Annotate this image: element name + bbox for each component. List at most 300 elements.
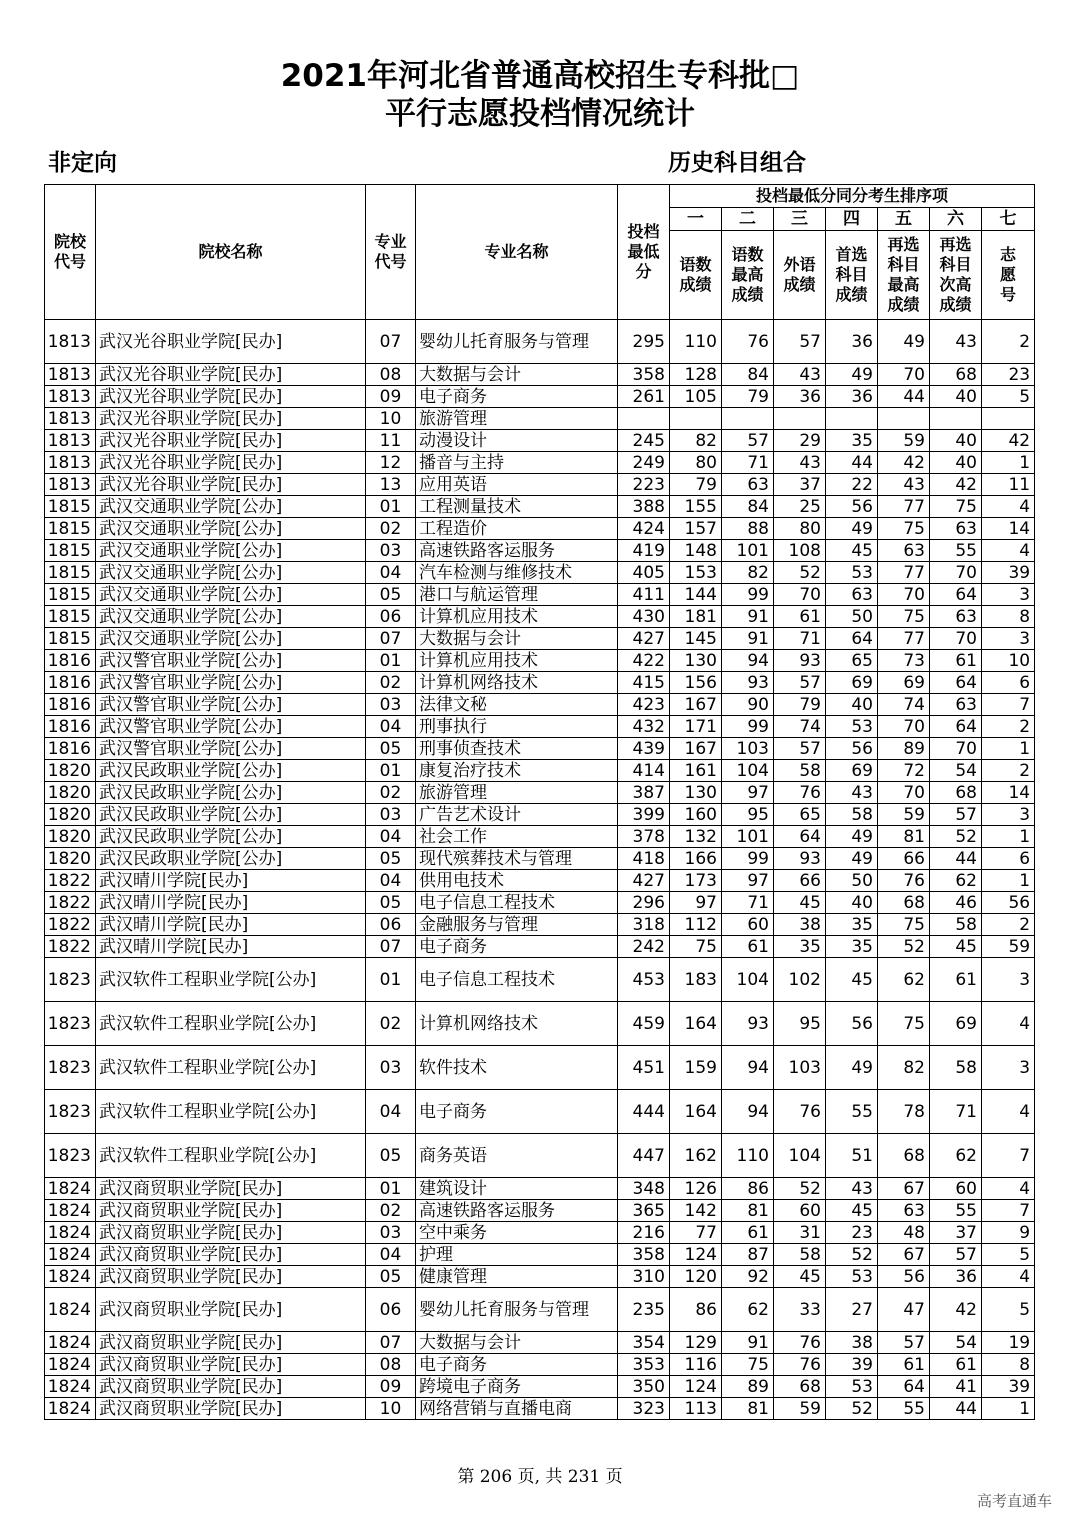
header-criterion-text: 语数成绩 (679, 255, 712, 294)
cell-major-code: 05 (366, 738, 416, 760)
cell-elective-second: 54 (930, 1332, 982, 1354)
header-criterion-text: 外语成绩 (783, 255, 816, 294)
cell-major-code: 02 (366, 1002, 416, 1046)
cell-elective-highest: 77 (878, 562, 930, 584)
cell-elective-second: 40 (930, 452, 982, 474)
cell-major-name: 高速铁路客运服务 (416, 1200, 618, 1222)
cell-chinese-math-score: 160 (670, 804, 722, 826)
cell-chinese-math-max: 97 (722, 870, 774, 892)
table-row (45, 1354, 1035, 1376)
cell-school-name: 武汉光谷职业学院[民办] (96, 386, 366, 408)
cell-preference-number: 7 (982, 694, 1035, 716)
cell-school-name: 武汉晴川学院[民办] (96, 936, 366, 958)
cell-school-name: 武汉光谷职业学院[民办] (96, 364, 366, 386)
cell-elective-second: 42 (930, 474, 982, 496)
cell-foreign-language-score: 71 (774, 628, 826, 650)
cell-major-name: 网络营销与直播电商 (416, 1398, 618, 1420)
table-row (45, 452, 1035, 474)
cell-first-subject-score: 23 (826, 1222, 878, 1244)
cell-major-name: 计算机网络技术 (416, 672, 618, 694)
cell-first-subject-score (826, 408, 878, 430)
cell-elective-highest: 77 (878, 496, 930, 518)
cell-elective-highest: 63 (878, 1200, 930, 1222)
cell-foreign-language-score: 79 (774, 694, 826, 716)
cell-preference-number: 19 (982, 1332, 1035, 1354)
cell-preference-number: 2 (982, 760, 1035, 782)
cell-foreign-language-score: 104 (774, 1134, 826, 1178)
cell-major-code: 02 (366, 672, 416, 694)
cell-chinese-math-score: 129 (670, 1332, 722, 1354)
cell-elective-second: 62 (930, 1134, 982, 1178)
cell-first-subject-score: 49 (826, 848, 878, 870)
cell-first-subject-score: 22 (826, 474, 878, 496)
cell-min-score: 310 (618, 1266, 670, 1288)
cell-elective-highest: 62 (878, 958, 930, 1002)
table-row (45, 1266, 1035, 1288)
cell-foreign-language-score: 76 (774, 1332, 826, 1354)
cell-major-name: 工程造价 (416, 518, 618, 540)
header-order-1: 一 (670, 208, 722, 231)
cell-major-name: 电子信息工程技术 (416, 892, 618, 914)
cell-chinese-math-max: 94 (722, 650, 774, 672)
cell-school-name: 武汉警官职业学院[公办] (96, 694, 366, 716)
cell-chinese-math-max: 101 (722, 540, 774, 562)
cell-chinese-math-score: 181 (670, 606, 722, 628)
table-row (45, 1376, 1035, 1398)
cell-school-code: 1813 (45, 386, 96, 408)
cell-first-subject-score: 35 (826, 914, 878, 936)
cell-school-name: 武汉民政职业学院[公办] (96, 782, 366, 804)
cell-elective-highest (878, 408, 930, 430)
cell-school-code: 1815 (45, 540, 96, 562)
cell-foreign-language-score: 65 (774, 804, 826, 826)
cell-elective-highest: 47 (878, 1288, 930, 1332)
cell-school-code: 1816 (45, 650, 96, 672)
table-row (45, 496, 1035, 518)
cell-school-code: 1823 (45, 1134, 96, 1178)
table-row (45, 628, 1035, 650)
cell-elective-highest: 77 (878, 628, 930, 650)
table-row (45, 1200, 1035, 1222)
cell-min-score: 424 (618, 518, 670, 540)
cell-preference-number: 1 (982, 452, 1035, 474)
cell-preference-number: 1 (982, 826, 1035, 848)
cell-chinese-math-max: 82 (722, 562, 774, 584)
cell-foreign-language-score: 58 (774, 1244, 826, 1266)
cell-elective-second: 57 (930, 804, 982, 826)
cell-foreign-language-score: 29 (774, 430, 826, 452)
cell-min-score: 444 (618, 1090, 670, 1134)
cell-min-score: 249 (618, 452, 670, 474)
cell-school-name: 武汉民政职业学院[公办] (96, 804, 366, 826)
cell-preference-number: 2 (982, 716, 1035, 738)
header-school-code (45, 185, 96, 320)
cell-preference-number: 4 (982, 1266, 1035, 1288)
cell-elective-second: 69 (930, 1002, 982, 1046)
cell-chinese-math-score: 166 (670, 848, 722, 870)
cell-min-score: 365 (618, 1200, 670, 1222)
cell-major-code: 07 (366, 936, 416, 958)
cell-first-subject-score: 43 (826, 1178, 878, 1200)
cell-school-code: 1815 (45, 518, 96, 540)
cell-school-name: 武汉软件工程职业学院[公办] (96, 958, 366, 1002)
cell-elective-highest: 59 (878, 430, 930, 452)
cell-major-name: 播音与主持 (416, 452, 618, 474)
cell-preference-number: 6 (982, 848, 1035, 870)
cell-elective-highest: 72 (878, 760, 930, 782)
table-row (45, 694, 1035, 716)
cell-elective-second: 70 (930, 738, 982, 760)
cell-preference-number: 11 (982, 474, 1035, 496)
cell-school-name: 武汉晴川学院[民办] (96, 870, 366, 892)
cell-school-code: 1824 (45, 1288, 96, 1332)
cell-elective-second: 36 (930, 1266, 982, 1288)
header-criterion-5 (878, 231, 930, 320)
cell-major-name: 供用电技术 (416, 870, 618, 892)
cell-chinese-math-score: 161 (670, 760, 722, 782)
table-row (45, 1002, 1035, 1046)
cell-major-name: 空中乘务 (416, 1222, 618, 1244)
cell-first-subject-score: 44 (826, 452, 878, 474)
cell-preference-number: 7 (982, 1134, 1035, 1178)
cell-major-code: 03 (366, 804, 416, 826)
cell-foreign-language-score: 37 (774, 474, 826, 496)
cell-foreign-language-score: 57 (774, 320, 826, 364)
cell-min-score: 323 (618, 1398, 670, 1420)
header-major-code (366, 185, 416, 320)
cell-major-name: 汽车检测与维修技术 (416, 562, 618, 584)
page-footer: 第 206 页, 共 231 页 (457, 1467, 623, 1487)
cell-elective-highest: 75 (878, 518, 930, 540)
cell-elective-second: 55 (930, 1200, 982, 1222)
cell-elective-highest: 57 (878, 1332, 930, 1354)
cell-school-name: 武汉商贸职业学院[民办] (96, 1266, 366, 1288)
cell-chinese-math-max: 60 (722, 914, 774, 936)
cell-elective-highest: 82 (878, 1046, 930, 1090)
cell-major-code: 07 (366, 1332, 416, 1354)
cell-elective-highest: 67 (878, 1244, 930, 1266)
cell-major-code: 01 (366, 650, 416, 672)
cell-major-code: 06 (366, 606, 416, 628)
cell-foreign-language-score: 52 (774, 562, 826, 584)
cell-elective-second: 52 (930, 826, 982, 848)
cell-preference-number: 4 (982, 1090, 1035, 1134)
cell-major-code: 05 (366, 892, 416, 914)
cell-foreign-language-score: 38 (774, 914, 826, 936)
cell-elective-highest: 66 (878, 848, 930, 870)
cell-first-subject-score: 55 (826, 1090, 878, 1134)
table-row (45, 1288, 1035, 1332)
cell-elective-highest: 70 (878, 782, 930, 804)
cell-major-name: 刑事侦查技术 (416, 738, 618, 760)
cell-elective-second: 54 (930, 760, 982, 782)
cell-foreign-language-score: 66 (774, 870, 826, 892)
cell-elective-second: 42 (930, 1288, 982, 1332)
cell-preference-number: 1 (982, 1398, 1035, 1420)
cell-school-code: 1815 (45, 496, 96, 518)
cell-chinese-math-max (722, 408, 774, 430)
cell-chinese-math-max: 94 (722, 1090, 774, 1134)
cell-school-code: 1824 (45, 1200, 96, 1222)
cell-min-score: 353 (618, 1354, 670, 1376)
cell-school-code: 1815 (45, 606, 96, 628)
cell-elective-second (930, 408, 982, 430)
cell-first-subject-score: 36 (826, 386, 878, 408)
cell-major-name: 大数据与会计 (416, 1332, 618, 1354)
cell-chinese-math-score: 126 (670, 1178, 722, 1200)
cell-major-name: 社会工作 (416, 826, 618, 848)
cell-first-subject-score: 43 (826, 782, 878, 804)
cell-chinese-math-score: 142 (670, 1200, 722, 1222)
cell-preference-number: 4 (982, 540, 1035, 562)
table-row (45, 1134, 1035, 1178)
cell-school-name: 武汉交通职业学院[公办] (96, 562, 366, 584)
cell-elective-highest: 75 (878, 606, 930, 628)
cell-major-code: 02 (366, 1200, 416, 1222)
cell-major-code: 09 (366, 386, 416, 408)
cell-preference-number: 3 (982, 958, 1035, 1002)
cell-first-subject-score: 52 (826, 1398, 878, 1420)
cell-preference-number: 5 (982, 1288, 1035, 1332)
cell-chinese-math-score: 80 (670, 452, 722, 474)
header-min-score (618, 185, 670, 320)
cell-chinese-math-score: 162 (670, 1134, 722, 1178)
cell-school-code: 1816 (45, 738, 96, 760)
cell-elective-highest: 67 (878, 1178, 930, 1200)
cell-elective-second: 61 (930, 650, 982, 672)
cell-chinese-math-max: 81 (722, 1200, 774, 1222)
cell-major-name: 护理 (416, 1244, 618, 1266)
header-criterion-text: 志愿号 (1000, 245, 1017, 304)
table-row (45, 650, 1035, 672)
cell-foreign-language-score: 52 (774, 1178, 826, 1200)
cell-min-score: 378 (618, 826, 670, 848)
cell-chinese-math-score: 110 (670, 320, 722, 364)
cell-foreign-language-score: 76 (774, 1354, 826, 1376)
cell-major-code: 07 (366, 320, 416, 364)
cell-chinese-math-max: 91 (722, 628, 774, 650)
cell-school-name: 武汉商贸职业学院[民办] (96, 1398, 366, 1420)
cell-school-code: 1820 (45, 804, 96, 826)
cell-school-code: 1824 (45, 1266, 96, 1288)
cell-elective-second: 63 (930, 694, 982, 716)
table-row (45, 892, 1035, 914)
header-order-4: 四 (826, 208, 878, 231)
cell-foreign-language-score: 80 (774, 518, 826, 540)
cell-preference-number: 59 (982, 936, 1035, 958)
table-row (45, 716, 1035, 738)
cell-elective-second: 75 (930, 496, 982, 518)
cell-elective-highest: 59 (878, 804, 930, 826)
cell-min-score: 216 (618, 1222, 670, 1244)
header-order-5: 五 (878, 208, 930, 231)
cell-min-score: 235 (618, 1288, 670, 1332)
cell-school-code: 1813 (45, 474, 96, 496)
cell-elective-highest: 48 (878, 1222, 930, 1244)
cell-elective-highest: 64 (878, 1376, 930, 1398)
cell-major-code: 04 (366, 870, 416, 892)
cell-elective-second: 62 (930, 870, 982, 892)
cell-school-code: 1813 (45, 408, 96, 430)
cell-major-code: 11 (366, 430, 416, 452)
cell-first-subject-score: 56 (826, 738, 878, 760)
table-row (45, 386, 1035, 408)
cell-first-subject-score: 35 (826, 936, 878, 958)
cell-chinese-math-max: 89 (722, 1376, 774, 1398)
table-row (45, 782, 1035, 804)
cell-preference-number: 1 (982, 870, 1035, 892)
cell-foreign-language-score: 102 (774, 958, 826, 1002)
cell-first-subject-score: 64 (826, 628, 878, 650)
cell-foreign-language-score: 76 (774, 1090, 826, 1134)
cell-preference-number: 3 (982, 1046, 1035, 1090)
cell-preference-number: 42 (982, 430, 1035, 452)
cell-major-code: 05 (366, 848, 416, 870)
cell-school-code: 1824 (45, 1376, 96, 1398)
header-major-name: 专业名称 (416, 185, 618, 320)
cell-min-score: 418 (618, 848, 670, 870)
cell-major-name: 计算机应用技术 (416, 606, 618, 628)
cell-major-name: 跨境电子商务 (416, 1376, 618, 1398)
cell-foreign-language-score: 45 (774, 892, 826, 914)
table-row (45, 474, 1035, 496)
table-row (45, 760, 1035, 782)
page-subtitle: 平行志愿投档情况统计 (385, 96, 695, 132)
cell-chinese-math-score: 130 (670, 650, 722, 672)
cell-preference-number: 4 (982, 1178, 1035, 1200)
cell-min-score: 427 (618, 870, 670, 892)
cell-chinese-math-score: 156 (670, 672, 722, 694)
cell-major-name: 计算机网络技术 (416, 1002, 618, 1046)
cell-preference-number: 8 (982, 606, 1035, 628)
table-row (45, 364, 1035, 386)
cell-first-subject-score: 53 (826, 562, 878, 584)
cell-major-name: 软件技术 (416, 1046, 618, 1090)
cell-min-score: 358 (618, 1244, 670, 1266)
cell-preference-number: 3 (982, 804, 1035, 826)
cell-school-name: 武汉交通职业学院[公办] (96, 518, 366, 540)
cell-elective-second: 63 (930, 606, 982, 628)
cell-major-code: 02 (366, 782, 416, 804)
cell-chinese-math-score: 120 (670, 1266, 722, 1288)
cell-foreign-language-score: 33 (774, 1288, 826, 1332)
cell-major-name: 健康管理 (416, 1266, 618, 1288)
cell-major-name: 电子信息工程技术 (416, 958, 618, 1002)
cell-foreign-language-score: 43 (774, 364, 826, 386)
cell-chinese-math-max: 97 (722, 782, 774, 804)
cell-foreign-language-score: 108 (774, 540, 826, 562)
cell-chinese-math-score: 167 (670, 694, 722, 716)
cell-elective-second: 64 (930, 584, 982, 606)
cell-major-name: 婴幼儿托育服务与管理 (416, 320, 618, 364)
cell-major-name: 电子商务 (416, 386, 618, 408)
cell-first-subject-score: 45 (826, 540, 878, 562)
table-row (45, 518, 1035, 540)
table-row (45, 1090, 1035, 1134)
cell-foreign-language-score: 25 (774, 496, 826, 518)
cell-chinese-math-score: 157 (670, 518, 722, 540)
cell-foreign-language-score: 76 (774, 782, 826, 804)
cell-major-name: 康复治疗技术 (416, 760, 618, 782)
cell-foreign-language-score: 95 (774, 1002, 826, 1046)
cell-elective-highest: 69 (878, 672, 930, 694)
cell-school-code: 1822 (45, 892, 96, 914)
cell-elective-second: 44 (930, 848, 982, 870)
cell-major-code: 09 (366, 1376, 416, 1398)
subject-combination-label: 历史科目组合 (668, 150, 806, 176)
cell-preference-number: 9 (982, 1222, 1035, 1244)
cell-elective-second: 40 (930, 386, 982, 408)
cell-school-name: 武汉警官职业学院[公办] (96, 716, 366, 738)
cell-school-code: 1820 (45, 848, 96, 870)
cell-first-subject-score: 53 (826, 716, 878, 738)
cell-first-subject-score: 65 (826, 650, 878, 672)
cell-school-name: 武汉光谷职业学院[民办] (96, 408, 366, 430)
cell-school-code: 1820 (45, 760, 96, 782)
cell-preference-number: 3 (982, 584, 1035, 606)
cell-school-name: 武汉商贸职业学院[民办] (96, 1332, 366, 1354)
cell-chinese-math-score: 124 (670, 1244, 722, 1266)
cell-elective-highest: 49 (878, 320, 930, 364)
cell-school-name: 武汉软件工程职业学院[公办] (96, 1002, 366, 1046)
cell-first-subject-score: 56 (826, 496, 878, 518)
cell-major-name: 刑事执行 (416, 716, 618, 738)
cell-first-subject-score: 36 (826, 320, 878, 364)
cell-major-name: 建筑设计 (416, 1178, 618, 1200)
cell-school-code: 1815 (45, 628, 96, 650)
cell-major-name: 旅游管理 (416, 782, 618, 804)
cell-elective-second: 61 (930, 1354, 982, 1376)
table-row (45, 738, 1035, 760)
cell-chinese-math-score: 75 (670, 936, 722, 958)
cell-first-subject-score: 69 (826, 672, 878, 694)
header-major-code-text: 专业代号 (374, 232, 407, 271)
cell-chinese-math-score: 130 (670, 782, 722, 804)
header-school-name: 院校名称 (96, 185, 366, 320)
cell-chinese-math-score: 171 (670, 716, 722, 738)
cell-major-code: 03 (366, 1046, 416, 1090)
cell-elective-highest: 73 (878, 650, 930, 672)
cell-school-code: 1820 (45, 782, 96, 804)
cell-foreign-language-score: 74 (774, 716, 826, 738)
cell-chinese-math-max: 79 (722, 386, 774, 408)
cell-school-name: 武汉商贸职业学院[民办] (96, 1244, 366, 1266)
cell-foreign-language-score: 59 (774, 1398, 826, 1420)
cell-elective-second: 45 (930, 936, 982, 958)
header-min-score-text: 投档最低分 (627, 222, 660, 281)
cell-foreign-language-score: 57 (774, 672, 826, 694)
cell-first-subject-score: 49 (826, 364, 878, 386)
cell-foreign-language-score: 68 (774, 1376, 826, 1398)
cell-min-score: 451 (618, 1046, 670, 1090)
cell-chinese-math-score: 164 (670, 1090, 722, 1134)
cell-first-subject-score: 50 (826, 870, 878, 892)
cell-elective-highest: 76 (878, 870, 930, 892)
cell-elective-second: 58 (930, 1046, 982, 1090)
table-row (45, 914, 1035, 936)
cell-major-code: 08 (366, 1354, 416, 1376)
cell-major-name: 港口与航运管理 (416, 584, 618, 606)
cell-min-score: 430 (618, 606, 670, 628)
cell-chinese-math-score: 173 (670, 870, 722, 892)
cell-first-subject-score: 49 (826, 518, 878, 540)
cell-chinese-math-max: 75 (722, 1354, 774, 1376)
cell-min-score: 432 (618, 716, 670, 738)
table-row (45, 958, 1035, 1002)
cell-school-name: 武汉光谷职业学院[民办] (96, 452, 366, 474)
cell-chinese-math-score: 124 (670, 1376, 722, 1398)
cell-first-subject-score: 49 (826, 1046, 878, 1090)
